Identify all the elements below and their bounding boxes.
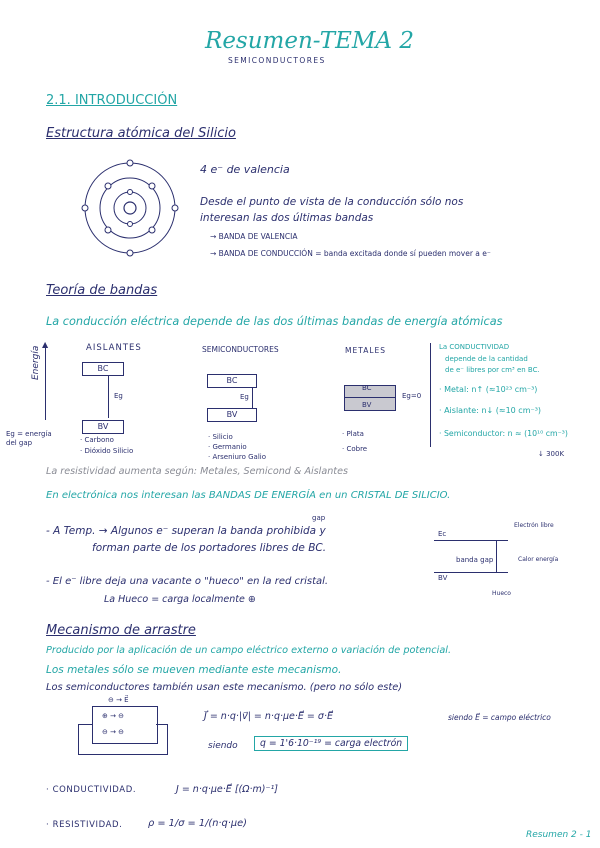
current-equation: J⃗ = n·q·|v⃗| = n·q·μe·E⃗ = σ·E⃗ — [204, 711, 333, 722]
band-gap-diagram — [434, 526, 514, 590]
page-subtitle: SEMICONDUCTORES — [228, 56, 326, 65]
electron — [149, 183, 155, 189]
conduction-desc-1: Desde el punto de vista de la conducción sólo nos — [200, 196, 464, 208]
temperature-note: ↓ 300K — [538, 450, 565, 458]
semi-ex2: · Germanio — [208, 443, 247, 451]
electron — [128, 222, 133, 227]
diagram-label-electron: Electrón libre — [514, 522, 554, 529]
inner-orbit — [114, 192, 146, 224]
diagram-ec: Ec — [438, 530, 447, 538]
metales-ex1: · Plata — [342, 430, 364, 438]
aislantes-ex1: · Carbono — [80, 436, 114, 444]
bands-heading: Teoría de bandas — [46, 283, 158, 298]
circuit-wire-right-down — [167, 724, 168, 754]
semi-title: SEMICONDUCTORES — [202, 345, 279, 354]
aislantes-gap-line — [108, 376, 109, 418]
metales-eg-zero: Eg=0 — [402, 392, 422, 400]
metales-bc: BC — [362, 384, 372, 392]
electronica-intro: En electrónica nos interesan las BANDAS DE ENERGÍA en un CRISTAL DE SILICIO. — [46, 490, 451, 501]
semi-bc: BC — [207, 374, 257, 388]
outer-orbit — [85, 163, 175, 253]
temp-line-2: forman parte de los portadores libres de BC. — [92, 542, 327, 554]
conductividad-line3: de e⁻ libres por cm³ en BC. — [445, 366, 540, 374]
bands-intro: La conducción eléctrica depende de las dos últimas bandas de energía atómicas — [46, 315, 503, 328]
circuit-wire-left — [78, 724, 92, 725]
electron — [127, 160, 133, 166]
aislantes-ex2: · Dióxido Silicio — [80, 447, 134, 455]
energy-axis-arrow — [45, 346, 46, 420]
electron — [82, 205, 88, 211]
semi-ex1: · Silicio — [208, 433, 233, 441]
conductividad-line2: depende de la cantidad — [445, 355, 528, 363]
resistividad-note: La resistividad aumenta según: Metales, Semicond & Aislantes — [46, 466, 348, 477]
circuit-top-label: ⊖ → E⃗ — [108, 696, 129, 704]
diagram-bv-line — [434, 572, 508, 573]
circuit-wire-bottom — [78, 754, 168, 755]
section-title: 2.1. INTRODUCCIÓN — [46, 93, 178, 108]
aislantes-eg: Eg — [114, 392, 123, 400]
arrastre-line2: Los metales sólo se mueven mediante este mecanismo. — [46, 664, 342, 676]
arrastre-line3: Los semiconductores también usan este mecanismo. (pero no sólo este) — [46, 682, 403, 693]
gap-definition: Eg = energía del gap — [6, 430, 52, 447]
siendo-label: siendo — [208, 741, 238, 751]
nucleus — [124, 202, 136, 214]
energy-axis-label: Energía — [31, 345, 41, 380]
gap-note: gap — [312, 514, 326, 522]
diagram-gap: banda gap — [456, 556, 494, 564]
free-line-1: - El e⁻ libre deja una vacante o "hueco" en la red cristal. — [46, 576, 329, 587]
charge-box: q = 1'6·10⁻¹⁹ = carga electrón — [254, 736, 408, 751]
conductividad-metal: · Metal: n↑ (≈10²³ cm⁻³) — [439, 385, 538, 394]
atomic-heading: Estructura atómica del Silicio — [46, 126, 236, 141]
semi-gap-line — [252, 388, 253, 408]
page-title: Resumen-TEMA 2 — [205, 28, 414, 54]
aislantes-bc: BC — [82, 362, 124, 376]
silicon-atom-diagram — [80, 158, 180, 258]
conductividad-label: · CONDUCTIVIDAD. — [46, 785, 137, 795]
aislantes-bv: BV — [82, 420, 124, 434]
semi-eg: Eg — [240, 393, 249, 401]
conduction-desc-2: interesan las dos últimas bandas — [200, 212, 374, 224]
diagram-label-heat: Calor energía — [518, 556, 559, 563]
electron — [127, 250, 133, 256]
conductividad-aislante: · Aislante: n↓ (≈10 cm⁻³) — [439, 406, 542, 415]
conductividad-semi: · Semiconductor: n ≈ (10¹⁰ cm⁻³) — [439, 429, 568, 438]
electron — [128, 190, 133, 195]
metales-divider — [344, 397, 396, 398]
energy-axis-arrowhead: ▲ — [42, 340, 49, 349]
arrastre-line1: Producido por la aplicación de un campo eléctrico externo o variación de potencial. — [46, 645, 452, 656]
circuit-row-2: ⊖ → ⊖ — [102, 728, 125, 736]
free-line-2: La Hueco = carga localmente ⊕ — [104, 594, 256, 605]
circuit-diagram — [78, 698, 178, 758]
semi-bv: BV — [207, 408, 257, 422]
diagram-label-hole: Hueco — [492, 590, 511, 597]
campo-note: siendo E⃗ = campo eléctrico — [448, 713, 551, 722]
valence-band-bullet: → BANDA DE VALENCIA — [210, 232, 298, 241]
conductividad-separator — [430, 343, 431, 447]
circuit-row-1: ⊕ → ⊖ — [102, 712, 125, 720]
metales-bv: BV — [362, 401, 372, 409]
arrastre-heading: Mecanismo de arrastre — [46, 623, 196, 638]
circuit-wire-left-down — [78, 724, 79, 754]
aislantes-title: AISLANTES — [86, 343, 142, 353]
conduction-band-bullet: → BANDA DE CONDUCCIÓN = banda excitada donde sí pueden mover a e⁻ — [210, 249, 491, 258]
metales-ex2: · Cobre — [342, 445, 368, 453]
electron — [172, 205, 178, 211]
diagram-arrow — [496, 540, 497, 572]
resistividad-equation: ρ = 1/σ = 1/(n·q·μe) — [148, 818, 247, 829]
conductividad-line1: La CONDUCTIVIDAD — [439, 343, 510, 351]
diagram-bv: BV — [438, 574, 448, 582]
resistividad-label: · RESISTIVIDAD. — [46, 820, 123, 830]
electron — [105, 227, 111, 233]
page-number: Resumen 2 - 1 — [526, 830, 592, 840]
valence-text: 4 e⁻ de valencia — [200, 163, 290, 176]
electron — [149, 227, 155, 233]
semi-ex3: · Arseniuro Galio — [208, 453, 267, 461]
electron — [105, 183, 111, 189]
conductividad-equation: J = n·q·μe·E⃗ [(Ω·m)⁻¹] — [176, 784, 279, 795]
temp-line-1: - A Temp. → Algunos e⁻ superan la banda prohibida y — [46, 525, 326, 537]
metales-title: METALES — [345, 346, 387, 355]
